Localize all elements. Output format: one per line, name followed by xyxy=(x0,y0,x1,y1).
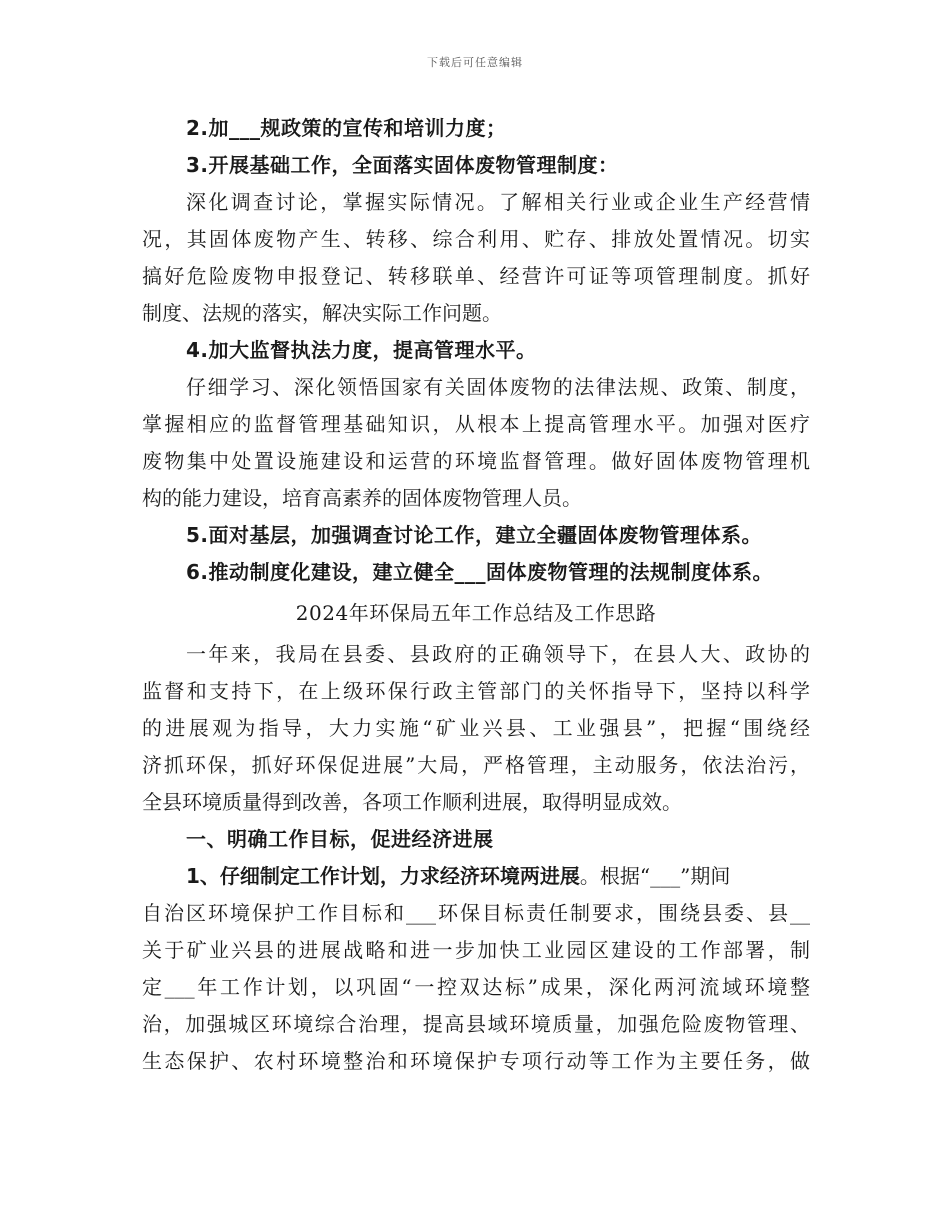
point-1-paragraph xyxy=(142,858,810,1080)
heading-1: 一、明确工作目标，促进经济进展 xyxy=(186,827,494,851)
paragraph-line: 仔细学习、深化领悟国家有关固体废物的法律法规、政策、制度， xyxy=(186,375,810,399)
paragraph-line: 制度、法规的落实，解决实际工作问题。 xyxy=(142,301,502,325)
paragraph-line: 全县环境质量得到改善，各项工作顺利进展，取得明显成效。 xyxy=(142,790,682,814)
paragraph-line: 况，其固体废物产生、转移、综合利用、贮存、排放处置情况。切实 xyxy=(142,227,810,251)
point-1-bold-lead: 1、仔细制定工作计划，力求经济环境两进展 xyxy=(186,864,580,888)
paragraph-line: 定___年工作计划，以巩固“一控双达标”成果，深化两河流域环境整 xyxy=(142,975,810,999)
point-1-first-line xyxy=(142,858,810,895)
paragraph-line: 关于矿业兴县的进展战略和进一步加快工业园区建设的工作部署，制 xyxy=(142,938,810,962)
item-5-heading: 5.面对基层，加强调查讨论工作，建立全疆固体废物管理体系。 xyxy=(186,523,763,547)
paragraph-line: 治，加强城区环境综合治理，提高县域环境质量，加强危险废物管理、 xyxy=(142,1012,810,1036)
paragraph-line: 一年来，我局在县委、县政府的正确领导下，在县人大、政协的 xyxy=(186,642,810,666)
paragraph-line: 深化调查讨论，掌握实际情况。了解相关行业或企业生产经营情 xyxy=(186,190,810,214)
intro-paragraph xyxy=(142,636,810,821)
item-3-body xyxy=(142,184,810,332)
paragraph-line: 济抓环保，抓好环保促进展”大局，严格管理，主动服务，依法治污， xyxy=(142,753,810,777)
paragraph-line: 监督和支持下，在上级环保行政主管部门的关怀指导下，坚持以科学 xyxy=(142,679,810,703)
paragraph-line: 构的能力建设，培育高素养的固体废物管理人员。 xyxy=(142,486,582,510)
paragraph-line: 自治区环境保护工作目标和___环保目标责任制要求，围绕县委、县__ xyxy=(142,901,810,925)
section-title: 2024年环保局五年工作总结及工作思路 xyxy=(295,601,657,625)
item-6-heading: 6.推动制度化建设，建立健全___固体废物管理的法规制度体系。 xyxy=(186,560,774,584)
point-1-lead-rest: 。根据“___”期间 xyxy=(579,864,731,888)
document-body xyxy=(142,110,810,1080)
paragraph-line: 掌握相应的监督管理基础知识，从根本上提高管理水平。加强对医疗 xyxy=(142,412,810,436)
paragraph-line: 生态保护、农村环境整治和环境保护专项行动等工作为主要任务，做 xyxy=(142,1049,810,1073)
page-header: 下载后可任意编辑 xyxy=(427,56,523,69)
item-3-heading: 3.开展基础工作，全面落实固体废物管理制度： xyxy=(186,153,619,177)
paragraph-line: 的进展观为指导，大力实施“矿业兴县、工业强县”，把握“围绕经 xyxy=(142,716,810,740)
item-4-body xyxy=(142,369,810,517)
paragraph-line: 搞好危险废物申报登记、转移联单、经营许可证等项管理制度。抓好 xyxy=(142,264,810,288)
item-2-heading: 2.加___规政策的宣传和培训力度； xyxy=(186,116,507,140)
item-4-heading: 4.加大监督执法力度，提高管理水平。 xyxy=(186,338,537,362)
paragraph-line: 废物集中处置设施建设和运营的环境监督管理。做好固体废物管理机 xyxy=(142,449,810,473)
